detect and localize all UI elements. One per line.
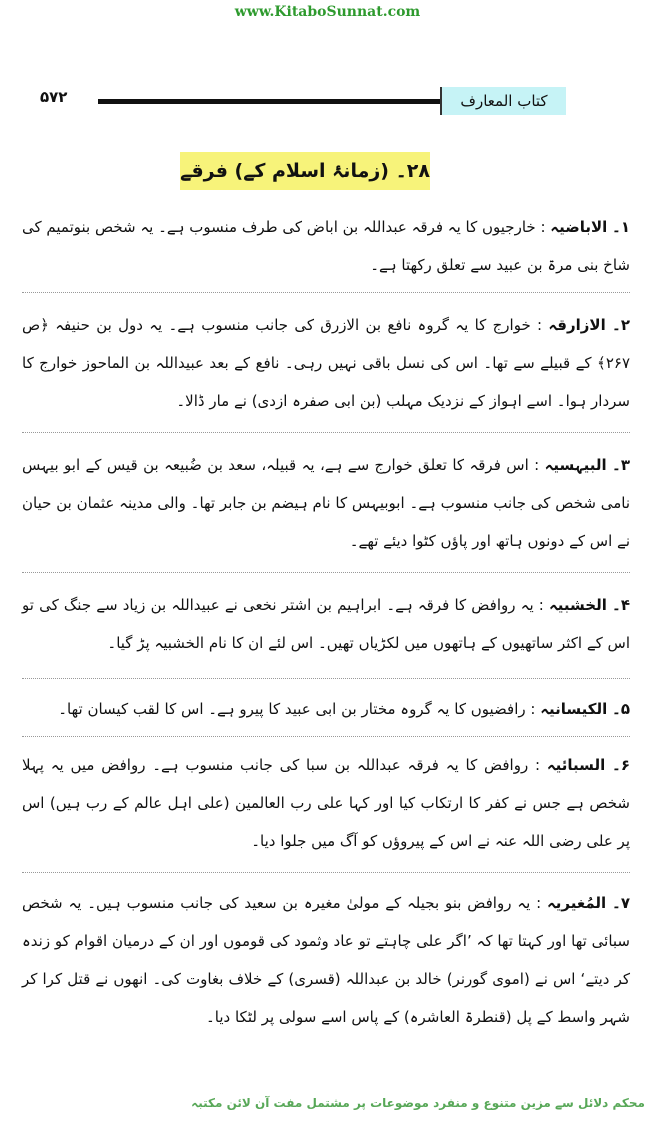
entry-number: ۳۔ (612, 456, 630, 474)
entry-text: رافضیوں کا یہ گروہ مختار بن ابی عبید کا پیرو ہے۔ اس کا لقب کیسان تھا۔ (58, 700, 526, 718)
entry-number: ۱۔ (612, 218, 630, 236)
entry-ibadiyya: ۱۔ الاباضیہ : خارجیوں کا یہ فرقہ عبداللہ بن اباض کی طرف منسوب ہے۔ یہ شخص بنوتمیم کی شاخ بنی مرۃ بن عبید سے تعلق رکھتا ہے۔ (22, 218, 630, 274)
entry-khashabiyya: ۴۔ الخشبیہ : یہ روافض کا فرقہ ہے۔ ابراہیم بن اشتر نخعی نے عبیداللہ بن زیاد سے جنگ کی تو اس کے اکثر ساتھیوں کے ہاتھوں میں لکڑیاں تھیں۔ اس لئے ان کا نام الخشبیہ پڑ گیا۔ (22, 596, 630, 652)
entry-term: الکیسانیہ (540, 700, 608, 718)
entry-term: البیہسیہ (544, 456, 607, 474)
entry-text: یہ روافض کا فرقہ ہے۔ ابراہیم بن اشتر نخعی نے عبیداللہ بن زیاد سے جنگ کی تو اس کے اکثر ساتھیوں کے ہاتھوں میں لکڑیاں تھیں۔ اس لئے ان کا نام الخشبیہ پڑ گیا۔ (22, 596, 630, 652)
section-divider (22, 678, 630, 679)
entry-term: الخشبیہ (549, 596, 607, 614)
entry-azariqa: ۲۔ الازارقہ : خوارج کا یہ گروہ نافع بن الازرق کی جانب منسوب ہے۔ یہ دول بن حنیفہ ﴿ص ۲۶۷﴾ کے قبیلے سے تھا۔ اس کی نسل باقی نہیں رہی۔ نافع کے بعد عبیداللہ بن الماحوز خوارج کا سردار ہوا۔ اسے اہواز کے نزدیک مہلب (بن ابی صفرہ ازدی) نے مار ڈالا۔ (22, 316, 630, 410)
header-rule (98, 99, 443, 104)
entry-number: ۷۔ (612, 894, 630, 912)
entry-text: خوارج کا یہ گروہ نافع بن الازرق کی جانب منسوب ہے۔ یہ دول بن حنیفہ ﴿ص ۲۶۷﴾ کے قبیلے سے تھا۔ اس کی نسل باقی نہیں رہی۔ نافع کے بعد عبیداللہ بن الماحوز خوارج کا سردار ہوا۔ اسے اہواز کے نزدیک مہلب (بن ابی صفرہ ازدی) نے مار ڈالا۔ (22, 316, 630, 410)
entry-text: اس فرقہ کا تعلق خوارج سے ہے، یہ قبیلہ، سعد بن ضُبیعہ بن قیس کے ابو بیہس نامی شخص کی جانب منسوب ہے۔ ابوبیہس کا نام ہیضم بن جابر تھا۔ والی مدینہ عثمان بن حیان نے اس کے دونوں ہاتھ اور پاؤں کٹوا دیئے تھے۔ (22, 456, 630, 550)
footer-tagline: محکم دلائل سے مزین متنوع و منفرد موضوعات پر مشتمل مفت آن لائن مکتبہ (191, 1096, 645, 1110)
section-divider (22, 292, 630, 293)
book-title: کتاب المعارف (440, 87, 566, 115)
entry-bayhasiyya: ۳۔ البیہسیہ : اس فرقہ کا تعلق خوارج سے ہے، یہ قبیلہ، سعد بن ضُبیعہ بن قیس کے ابو بیہس نامی شخص کی جانب منسوب ہے۔ ابوبیہس کا نام ہیضم بن جابر تھا۔ والی مدینہ عثمان بن حیان نے اس کے دونوں ہاتھ اور پاؤں کٹوا دیئے تھے۔ (22, 456, 630, 550)
entry-sabaiyya: ۶۔ السبائیہ : روافض کا یہ فرقہ عبداللہ بن سبا کی جانب منسوب ہے۔ روافض میں یہ پہلا شخص ہے جس نے کفر کا ارتکاب کیا اور کہا علی رب العالمین (علی اہل عالم کے رب ہیں) اس پر علی رضی اللہ عنہ نے اس کے پیروؤں کو آگ میں جلوا دیا۔ (22, 756, 630, 850)
entry-term: السبائیہ (546, 756, 606, 774)
page-number: ۵۷۲ (40, 88, 68, 106)
entry-number: ۲۔ (612, 316, 630, 334)
entry-number: ۵۔ (612, 700, 630, 718)
section-divider (22, 736, 630, 737)
entry-term: الاباضیہ (550, 218, 608, 236)
entry-term: الازارقہ (548, 316, 606, 334)
entry-mughiriyya: ۷۔ المُغیریہ : یہ روافض بنو بجیلہ کے مولیٰ مغیرہ بن سعید کی جانب منسوب ہیں۔ یہ شخص سبائی تھا اور کہتا تھا کہ ’اگر علی چاہتے تو عاد وثمود کی قوموں اور ان کے درمیان اقوام کو زندہ کر دیتے‘ اس نے (اموی گورنر) خالد بن عبداللہ (قسری) کے خلاف بغاوت کی۔ انھوں نے قتل کرا کر شہر واسط کے پل (قنطرۃ العاشرہ) کے پاس اسے سولی پر لٹکا دیا۔ (22, 894, 630, 1026)
section-divider (22, 432, 630, 433)
section-divider (22, 872, 630, 873)
site-url-link[interactable]: www.KitaboSunnat.com (234, 4, 421, 20)
entry-number: ۶۔ (612, 756, 630, 774)
section-divider (22, 572, 630, 573)
entry-text: یہ روافض بنو بجیلہ کے مولیٰ مغیرہ بن سعید کی جانب منسوب ہیں۔ یہ شخص سبائی تھا اور کہتا تھا کہ ’اگر علی چاہتے تو عاد وثمود کی قوموں اور ان کے درمیان اقوام کو زندہ کر دیتے‘ اس نے (اموی گورنر) خالد بن عبداللہ (قسری) کے خلاف بغاوت کی۔ انھوں نے قتل کرا کر شہر واسط کے پل (قنطرۃ العاشرہ) کے پاس اسے سولی پر لٹکا دیا۔ (22, 894, 630, 1026)
entry-number: ۴۔ (612, 596, 630, 614)
entry-term: المُغیریہ (547, 894, 607, 912)
entry-text: خارجیوں کا یہ فرقہ عبداللہ بن اباض کی طرف منسوب ہے۔ یہ شخص بنوتمیم کی شاخ بنی مرۃ بن عبید سے تعلق رکھتا ہے۔ (22, 218, 630, 274)
entry-text: روافض کا یہ فرقہ عبداللہ بن سبا کی جانب منسوب ہے۔ روافض میں یہ پہلا شخص ہے جس نے کفر کا ارتکاب کیا اور کہا علی رب العالمین (علی اہل عالم کے رب ہیں) اس پر علی رضی اللہ عنہ نے اس کے پیروؤں کو آگ میں جلوا دیا۔ (22, 756, 630, 850)
entry-kaysaniyya: ۵۔ الکیسانیہ : رافضیوں کا یہ گروہ مختار بن ابی عبید کا پیرو ہے۔ اس کا لقب کیسان تھا۔ (58, 700, 630, 718)
chapter-title: ۲۸۔ (زمانۂ اسلام کے) فرقے (180, 152, 430, 190)
